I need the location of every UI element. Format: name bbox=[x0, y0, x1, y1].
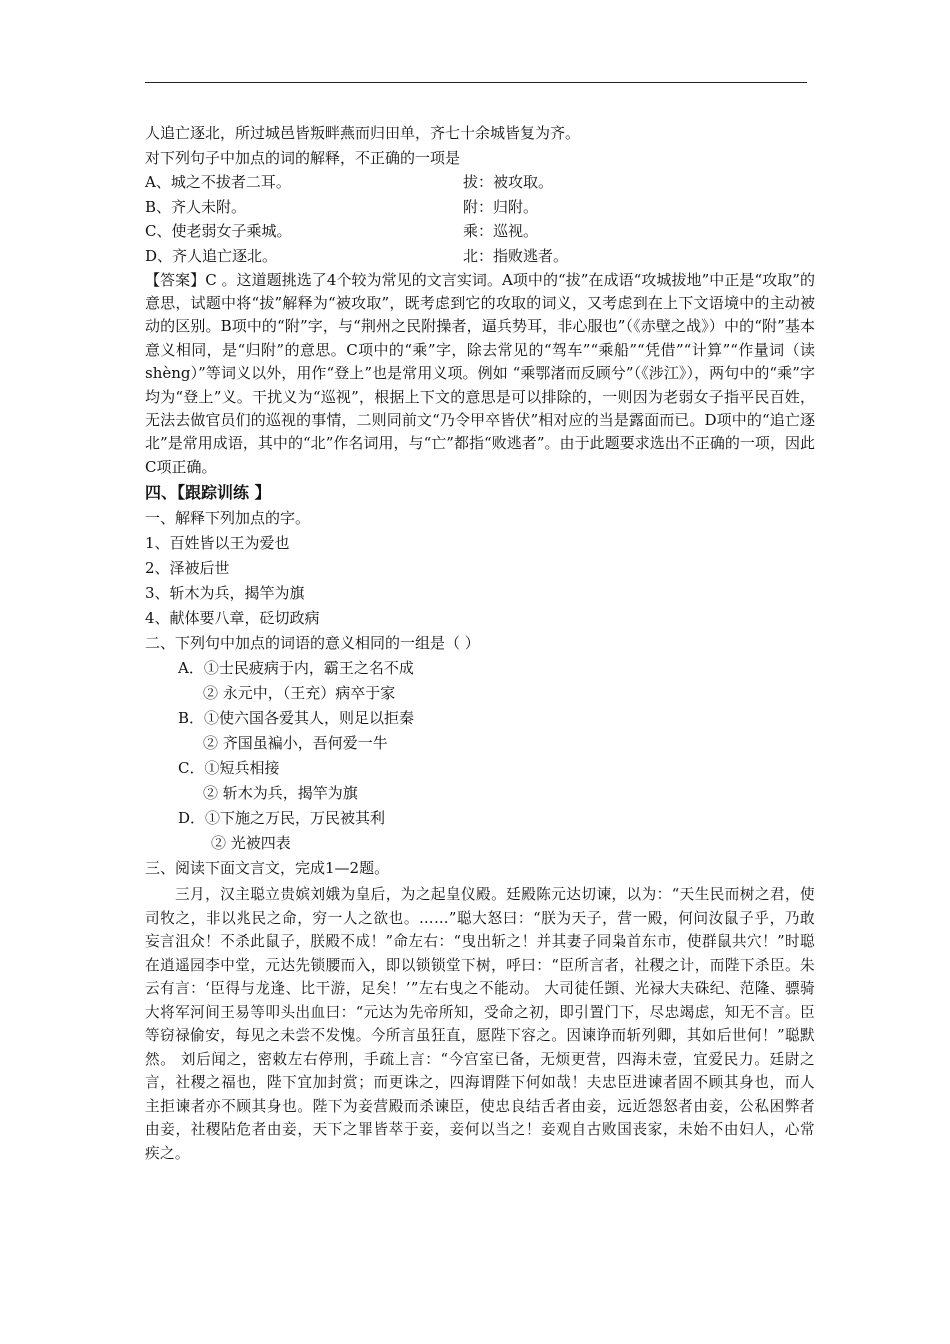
option-sentence: B、齐人未附。 bbox=[145, 197, 247, 216]
training-line: D．①下施之万民，万民被其利 bbox=[178, 809, 386, 828]
training-line: 三、阅读下面文言文，完成1—2题。 bbox=[145, 859, 390, 878]
section-heading: 四、【跟踪训练 】 bbox=[145, 483, 271, 503]
training-line: ② 斩木为兵，揭竿为旗 bbox=[203, 784, 358, 803]
passage-end: 人追亡逐北，所过城邑皆叛畔燕而归田单，齐七十余城皆复为齐。 bbox=[145, 124, 581, 142]
training-line: 二、下列句中加点的词语的意义相同的一组是（ ） bbox=[145, 634, 480, 653]
training-line: ② 光被四表 bbox=[211, 834, 291, 853]
training-line: B．①使六国各爱其人，则足以拒秦 bbox=[178, 709, 415, 728]
option-b bbox=[145, 195, 815, 220]
option-d bbox=[145, 244, 815, 269]
option-gloss: 附：归附。 bbox=[463, 197, 539, 216]
training-line: A．①士民疲病于内，霸王之名不成 bbox=[178, 659, 414, 678]
option-sentence: A、城之不拔者二耳。 bbox=[145, 173, 291, 192]
training-line: 2、泽被后世 bbox=[145, 559, 230, 578]
option-gloss: 拔：被攻取。 bbox=[463, 173, 554, 192]
training-line: 一、解释下列加点的字。 bbox=[145, 509, 311, 528]
option-sentence: D、齐人追亡逐北。 bbox=[145, 246, 278, 265]
training-list bbox=[145, 506, 815, 881]
option-c bbox=[145, 219, 815, 244]
training-line: C．①短兵相接 bbox=[178, 759, 280, 778]
option-sentence: C、使老弱女子乘城。 bbox=[145, 222, 292, 241]
reading-passage: 三月，汉主聪立贵嫔刘娥为皇后，为之起皇仪殿。廷殿陈元达切谏，以为：“天生民而树之君，使司牧之，非以兆民之命，穷一人之欲也。……”聪大怒曰：“朕为天子，营一殿，何问汝鼠子乎，乃敢妄言沮众！不杀此鼠子，朕殿不成！”命左右：“曳出斩之！并其妻子同枭首东市，使群鼠共穴！”时聪在逍遥园李中堂，元达先锁腰而入，即以锁锁堂下树，呼曰：“臣所言者，社稷之计，而陛下杀臣。朱云有言：‘臣得与龙逢、比干游，足矣！’”左右曳之不能动。 大司徒任顗、光禄大夫硃纪、范隆、骠骑大将军河间王易等叩头出血曰：“元达为先帝所知，受命之初，即引置门下，尽忠竭虑，知无不言。臣等窃禄偷安，每见之未尝不发愧。今所言虽狂直，愿陛下容之。因谏诤而斩列卿，其如后世何！”聪默然。 刘后闻之，密敕左右停刑，手疏上言：“今宫室已备，无烦更营，四海未壹，宜爱民力。廷尉之言，社稷之福也，陛下宜加封赏；而更诛之，四海谓陛下何如哉！夫忠臣进谏者固不顾其身也，而人主拒谏者亦不顾其身也。陛下为妾营殿而杀谏臣，使忠良结舌者由妾，远近怨怒者由妾，公私困弊者由妾，社稷阽危者由妾，天下之罪皆萃于妾，妾何以当之！妾观自古败国丧家，未始不由妇人，心常疾之。 bbox=[145, 886, 815, 1162]
option-a bbox=[145, 170, 815, 195]
page-content bbox=[145, 121, 815, 1165]
answer-explanation: 【答案】C 。这道题挑选了4个较为常见的文言实词。A项中的“拔”在成语“攻城拔地”中正是“攻取”的意思，试题中将“拔”解释为“被攻取”，既考虑到它的攻取的词义，又考虑到在上下文语境中的主动被动的区别。B项中的“附”字，与“荆州之民附操者，逼兵势耳，非心服也”（《赤壁之战》）中的“附”基本意义相同，是“归附”的意思。C项中的“乘”字，除去常见的“驾车”“乘船”“凭借”“计算”“作量词（读 shèng）”等词义以外，用作“登上”也是常用义项。例如 “乘鄂渚而反顾兮”（《涉江》），两句中的“乘”字均为“登上”义。干扰义为“巡视”，根据上下文的意思是可以排除的，一则因为老弱女子指平民百姓，无法去做官员们的巡视的事情，二则同前文“乃令甲卒皆伏”相对应的当是露面而已。D项中的“追亡逐北”是常用成语，其中的“北”作名词用，与“亡”都指“败逃者”。由于此题要求选出不正确的一项，因此C项正确。 bbox=[145, 270, 815, 476]
option-gloss: 乘：巡视。 bbox=[463, 222, 539, 241]
training-line: ② 齐国虽褊小，吾何爱一牛 bbox=[203, 734, 388, 753]
training-line: 4、献体要八章，砭切政病 bbox=[145, 609, 320, 628]
option-gloss: 北：指败逃者。 bbox=[463, 246, 569, 265]
training-line: 1、百姓皆以王为爱也 bbox=[145, 534, 290, 553]
training-line: ② 永元中，（王充）病卒于家 bbox=[203, 684, 396, 703]
question-stem: 对下列句子中加点的词的解释，不正确的一项是 bbox=[145, 148, 461, 167]
header-rule bbox=[145, 82, 807, 83]
training-line: 3、斩木为兵，揭竿为旗 bbox=[145, 584, 305, 603]
